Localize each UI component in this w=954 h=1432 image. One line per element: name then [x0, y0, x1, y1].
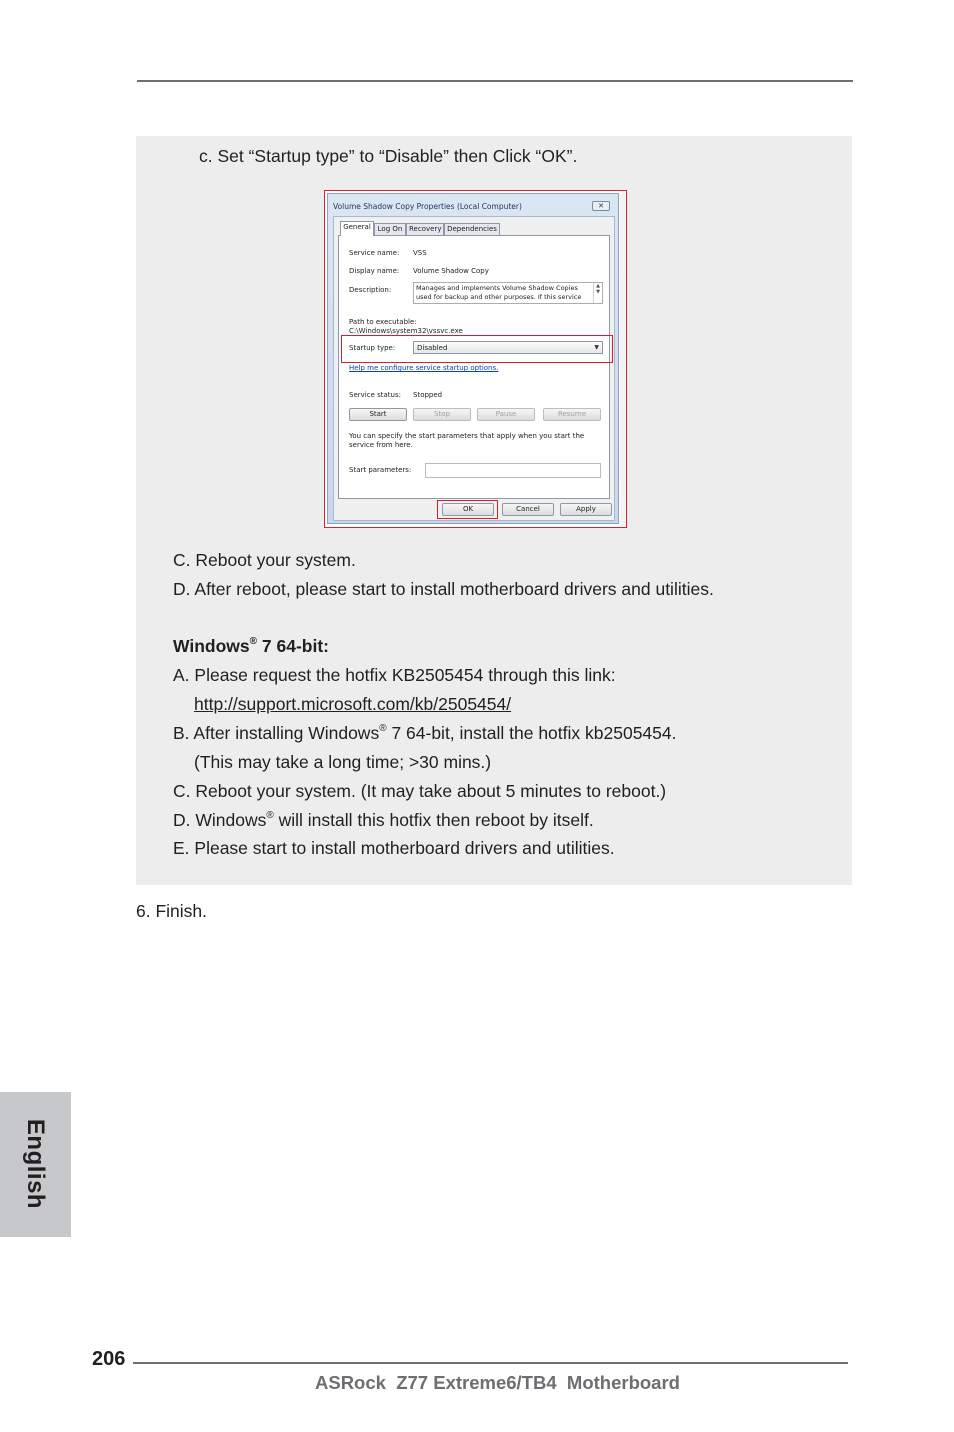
startup-type-select[interactable]	[413, 341, 603, 354]
start-params-input[interactable]	[425, 463, 601, 478]
resume-button[interactable]: Resume	[543, 408, 601, 421]
hotfix-link[interactable]: http://support.microsoft.com/kb/2505454/	[194, 694, 512, 714]
step-install-drivers: D. After reboot, please start to install motherboard drivers and utilities.	[173, 579, 714, 599]
window-client-area	[333, 216, 615, 521]
chevron-down-icon: ▼	[594, 344, 599, 351]
page-number: 206	[92, 1348, 126, 1370]
description-label: Description:	[349, 286, 392, 294]
registered-mark: ®	[266, 810, 274, 821]
description-text: Manages and implements Volume Shadow Copies used for backup and other purposes. If this service	[416, 284, 582, 301]
start-button[interactable]: Start	[349, 408, 407, 421]
win7-step-b-note: (This may take a long time; >30 mins.)	[194, 752, 492, 772]
service-status-label: Service status:	[349, 391, 401, 399]
registered-mark: ®	[379, 723, 387, 734]
background-window-edge	[620, 191, 627, 528]
description-box[interactable]	[413, 282, 603, 304]
help-link[interactable]: Help me configure service startup options.	[349, 364, 499, 372]
stop-button[interactable]: Stop	[413, 408, 471, 421]
win7-step-b-b: 7 64-bit, install the hotfix kb2505454.	[386, 723, 677, 743]
startup-type-selected: Disabled	[417, 344, 448, 352]
start-params-note: You can specify the start parameters that apply when you start the service from here.	[349, 432, 585, 449]
win7-heading-a: Windows	[173, 636, 250, 656]
tab-log-on[interactable]: Log On	[374, 223, 406, 235]
win7-step-b	[173, 723, 677, 744]
step-reboot: C. Reboot your system.	[173, 550, 356, 570]
apply-button[interactable]: Apply	[560, 503, 612, 516]
tab-general[interactable]: General	[340, 221, 374, 236]
display-name-value: Volume Shadow Copy	[413, 267, 489, 275]
tab-recovery[interactable]: Recovery	[406, 223, 444, 235]
pause-button[interactable]: Pause	[477, 408, 535, 421]
win7-step-e: E. Please start to install motherboard drivers and utilities.	[173, 838, 615, 858]
path-label: Path to executable:	[349, 318, 417, 326]
path-value: C:\Windows\system32\vssvc.exe	[349, 327, 463, 335]
win7-step-c: C. Reboot your system. (It may take about 5 minutes to reboot.)	[173, 781, 667, 801]
footer-title: ASRock Z77 Extreme6/TB4 Motherboard	[315, 1372, 680, 1393]
start-params-label: Start parameters:	[349, 466, 412, 474]
win7-step-d-b: will install this hotfix then reboot by itself.	[273, 810, 594, 830]
service-name-label: Service name:	[349, 249, 400, 257]
language-label: English	[22, 1118, 49, 1210]
win7-step-b-a: B. After installing Windows	[173, 723, 380, 743]
footer-rule	[133, 1362, 848, 1364]
general-tab-panel	[338, 235, 610, 499]
win7-heading-b: 7 64-bit:	[257, 636, 329, 656]
service-status-value: Stopped	[413, 391, 443, 399]
close-icon[interactable]: ✕	[592, 201, 610, 211]
ok-button[interactable]: OK	[442, 503, 494, 516]
window-title: Volume Shadow Copy Properties (Local Computer)	[333, 202, 522, 211]
display-name-label: Display name:	[349, 267, 400, 275]
service-name-value: VSS	[413, 249, 427, 257]
header-rule	[137, 80, 853, 82]
tab-dependencies[interactable]: Dependencies	[444, 223, 500, 235]
step-c-text: c. Set “Startup type” to “Disable” then Click “OK”.	[199, 146, 578, 166]
win7-step-d-a: D. Windows	[173, 810, 267, 830]
startup-type-label: Startup type:	[349, 344, 396, 352]
dialog-screenshot	[324, 190, 627, 528]
win7-step-d	[173, 810, 594, 831]
properties-window	[327, 193, 619, 524]
win7-step-a: A. Please request the hotfix KB2505454 through this link:	[173, 665, 616, 685]
win7-heading	[173, 636, 329, 657]
cancel-button[interactable]: Cancel	[502, 503, 554, 516]
registered-mark: ®	[249, 636, 258, 647]
description-scrollbar[interactable]: ▲ ▼	[593, 283, 602, 303]
language-side-tab	[0, 1092, 71, 1237]
step-finish: 6. Finish.	[136, 901, 207, 921]
